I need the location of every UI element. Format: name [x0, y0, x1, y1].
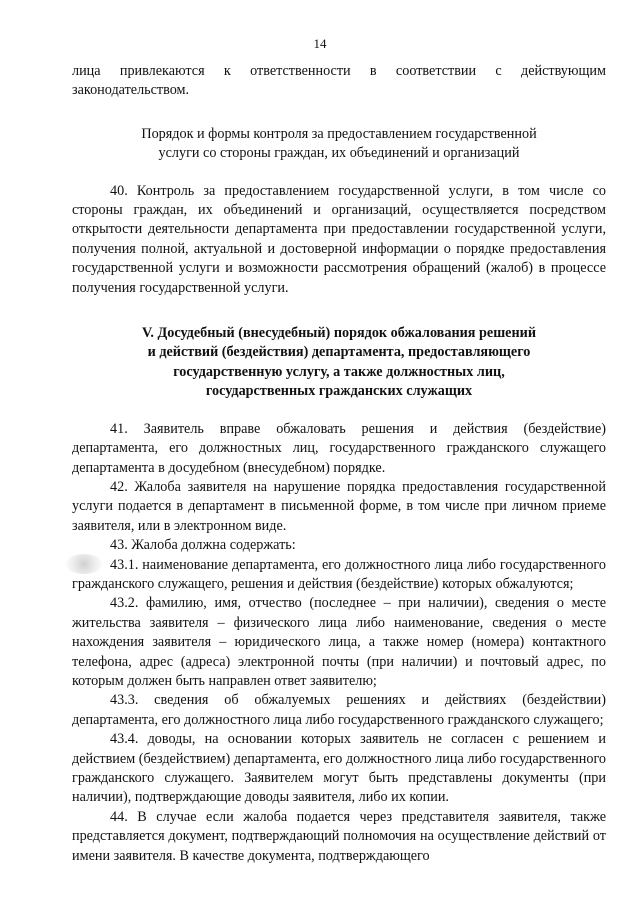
- section-5-heading-line-4: государственных гражданских служащих: [205, 383, 473, 400]
- paragraph-44: 44. В случае если жалоба подается через представителя заявителя, также представляется документ, подтверждающий полномочия на осуществление действий от имени заявителя. В качестве документа, подтверждающего: [72, 808, 606, 864]
- paragraph-42: 42. Жалоба заявителя на нарушение порядка предоставления государственной услуги подается в департамент в письменной форме, в том числе при личном приеме заявителя, или в электронном виде.: [72, 478, 606, 534]
- section-5-heading-line-1: V. Досудебный (внесудебный) порядок обжалования решений: [142, 325, 536, 342]
- paragraph-43-3: 43.3. сведения об обжалуемых решениях и действиях (бездействии) департамента, его должностного лица либо государственного гражданского служащего;: [72, 692, 606, 728]
- document-body: [72, 62, 606, 866]
- paragraph-40: 40. Контроль за предоставлением государственной услуги, в том числе со стороны граждан, их объединений и организаций, осуществляется посредством открытости деятельности департамента при предоставлении государственной услуги, получения полной, актуальной и достоверной информации о порядке предоставления государственной услуги и возможности рассмотрения обращений (жалоб) в процессе получения государственной услуги.: [72, 182, 606, 296]
- section-5-heading-line-3: государственную услугу, а также должностных лиц,: [173, 363, 505, 380]
- paragraph-41: 41. Заявитель вправе обжаловать решения и действия (бездействие) департамента, его должностных лиц, государственного гражданского служащего департамента в досудебном (внесудебном) порядке.: [72, 420, 606, 476]
- page-number: 14: [313, 36, 327, 51]
- heading-control: [72, 125, 606, 164]
- section-5-heading-line-2: и действий (бездействия) департамента, предоставляющего: [147, 344, 531, 361]
- paragraph-43: 43. Жалоба должна содержать:: [110, 537, 296, 554]
- heading-control-line-1: Порядок и формы контроля за предоставлением государственной: [141, 125, 537, 142]
- paragraph-43-4: 43.4. доводы, на основании которых заявитель не согласен с решением и действием (бездействием) департамента, его должностного лица либо государственного гражданского служащего. Заявителем могут быть представлены документы (при наличии), подтверждающие доводы заявителя, либо их копии.: [72, 731, 606, 806]
- paragraph-continuation: лица привлекаются к ответственности в соответствии с действующим законодательством.: [72, 63, 606, 99]
- section-5-heading: [72, 324, 606, 402]
- paragraph-43-2: 43.2. фамилию, имя, отчество (последнее – при наличии), сведения о месте жительства заявителя – физического лица либо наименование, сведения о месте нахождения заявителя – юридического лица, а также номер (номера) контактного телефона, адрес (адреса) электронной почты (при наличии) и почтовый адрес, по которым должен быть направлен ответ заявителю;: [72, 595, 606, 689]
- paragraph-43-1: 43.1. наименование департамента, его должностного лица либо государственного гражданского служащего, решения и действия (бездействие) которых обжалуются;: [72, 556, 606, 595]
- heading-control-line-2: услуги со стороны граждан, их объединений и организаций: [158, 145, 520, 162]
